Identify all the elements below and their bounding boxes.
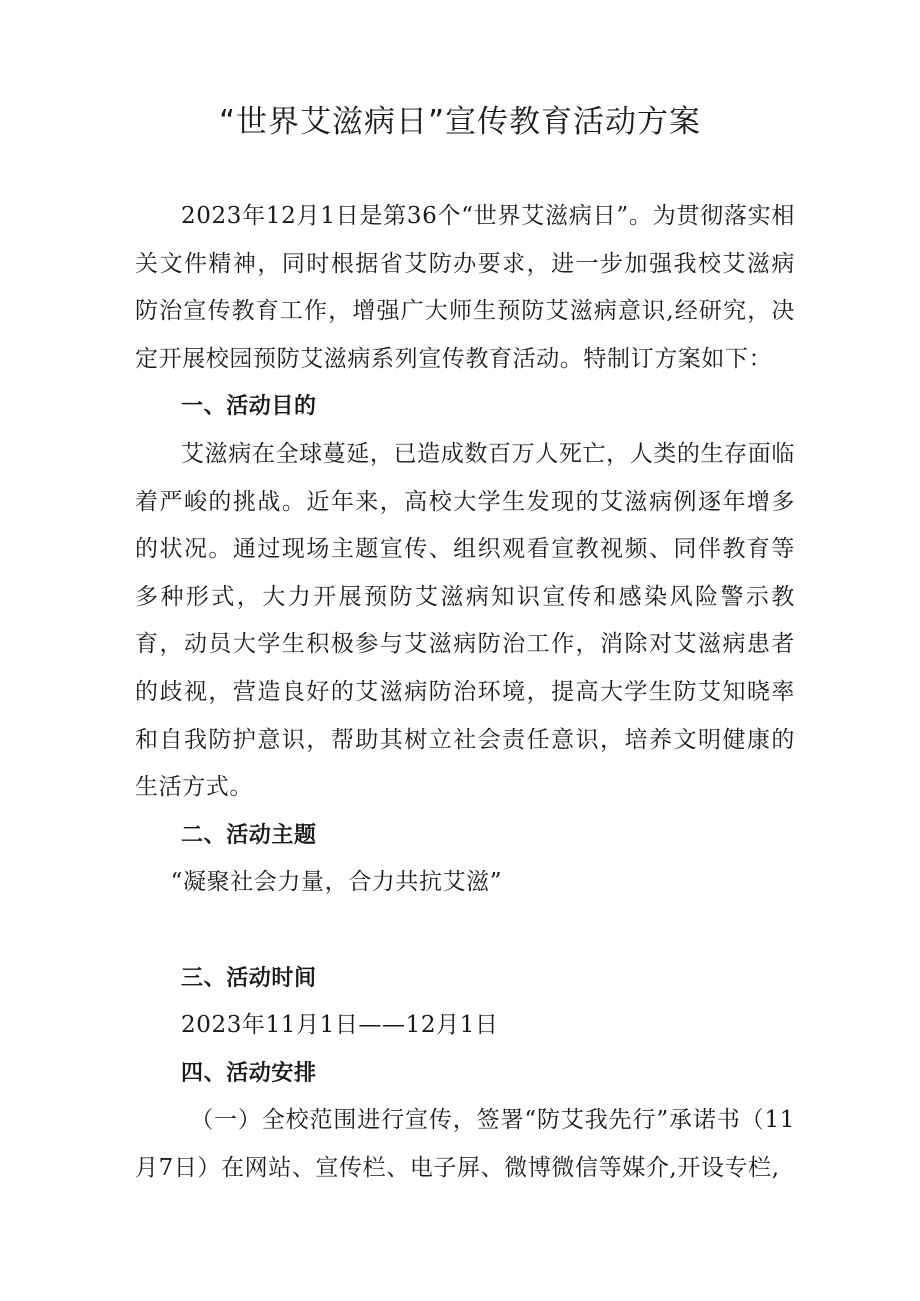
intro-paragraph: 2023年12月1日是第36个“世界艾滋病日”。为贯彻落实相关文件精神，同时根据省艾防办要求，进一步加强我校艾滋病防治宣传教育工作，增强广大师生预防艾滋病意识,经研究，决定开展校园预防艾滋病系列宣传教育活动。特制订方案如下： bbox=[135, 203, 795, 372]
section-heading-purpose: 一、活动目的 bbox=[181, 394, 317, 420]
document-title: “世界艾滋病日”宣传教育活动方案 bbox=[218, 104, 702, 140]
blank-line bbox=[135, 907, 795, 955]
section-text-time: 2023年11月1日——12月1日 bbox=[181, 1012, 499, 1039]
section-text-theme: “凝聚社会力量，合力共抗艾滋” bbox=[170, 869, 503, 896]
section-heading-arrangement: 四、活动安排 bbox=[181, 1060, 317, 1086]
section-heading-time: 三、活动时间 bbox=[181, 965, 317, 991]
section-text-purpose: 艾滋病在全球蔓延，已造成数百万人死亡，人类的生存面临着严峻的挑战。近年来，高校大学生发现的艾滋病例逐年增多的状况。通过现场主题宣传、组织观看宣教视频、同伴教育等多种形式，大力开展预防艾滋病知识宣传和感染风险警示教育，动员大学生积极参与艾滋病防治工作，消除对艾滋病患者的歧视，营造良好的艾滋病防治环境，提高大学生防艾知晓率和自我防护意识，帮助其树立社会责任意识，培养文明健康的生活方式。 bbox=[135, 440, 795, 801]
document-body bbox=[135, 193, 795, 1192]
section-heading-theme: 二、活动主题 bbox=[181, 822, 317, 848]
section-text-arrangement: （一）全校范围进行宣传，签署“防艾我先行”承诺书（11月7日）在网站、宣传栏、电子屏、微博微信等媒介,开设专栏, bbox=[135, 1107, 795, 1181]
